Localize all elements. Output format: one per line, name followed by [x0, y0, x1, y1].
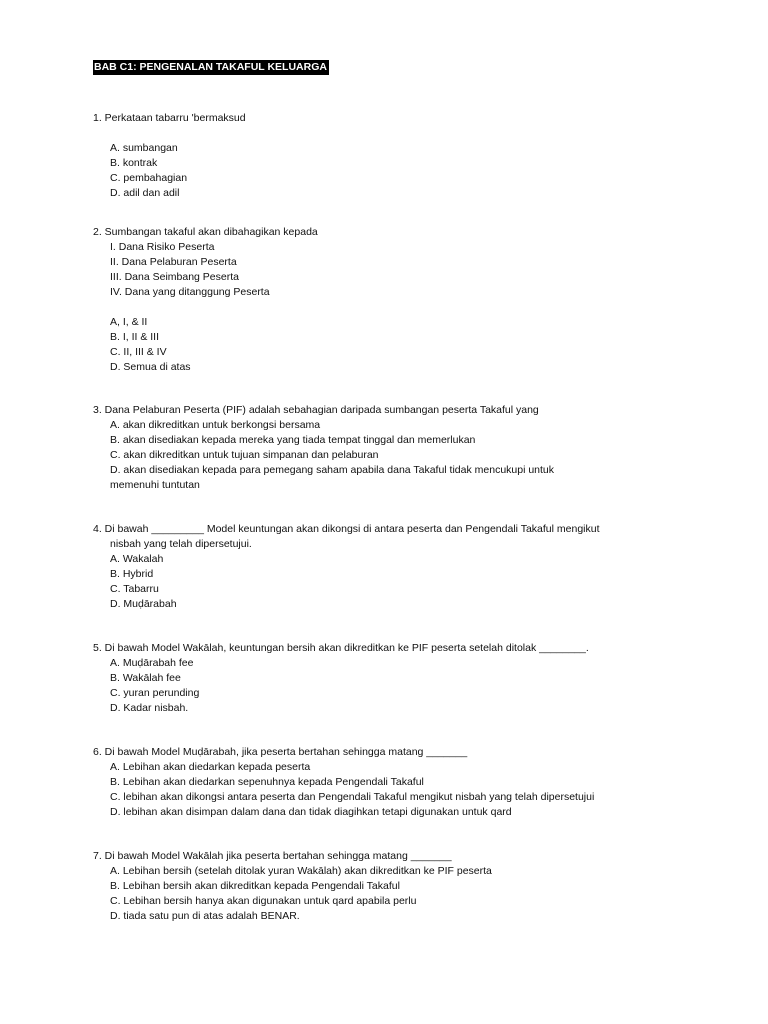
question-5-option-d: D. Kadar nisbah.	[110, 702, 189, 714]
question-5	[93, 641, 673, 716]
question-5-text: 5. Di bawah Model Wakālah, keuntungan bersih akan dikreditkan ke PIF peserta setelah ditolak ________.	[93, 642, 589, 654]
question-7-option-d: D. tiada satu pun di atas adalah BENAR.	[110, 910, 300, 922]
question-3	[93, 403, 673, 493]
question-2-item-iii: III. Dana Seimbang Peserta	[110, 271, 239, 283]
question-2-item-i: I. Dana Risiko Peserta	[110, 241, 215, 253]
question-3-option-b: B. akan disediakan kepada mereka yang tiada tempat tinggal dan memerlukan	[110, 434, 476, 446]
question-2-item-iv: IV. Dana yang ditanggung Peserta	[110, 286, 270, 298]
question-2-item-ii: II. Dana Pelaburan Peserta	[110, 256, 237, 268]
question-6-option-c: C. lebihan akan dikongsi antara peserta dan Pengendali Takaful mengikut nisbah yang telah dipersetujui	[110, 791, 595, 803]
question-2-option-c: C. II, III & IV	[110, 346, 167, 358]
question-1-option-c: C. pembahagian	[110, 172, 188, 184]
question-3-option-c: C. akan dikreditkan untuk tujuan simpanan dan pelaburan	[110, 449, 379, 461]
question-2-text: 2. Sumbangan takaful akan dibahagikan kepada	[93, 226, 318, 238]
question-2-option-a: A, I, & II	[110, 316, 148, 328]
question-7-text: 7. Di bawah Model Wakālah jika peserta bertahan sehingga matang _______	[93, 850, 452, 862]
chapter-title: BAB C1: PENGENALAN TAKAFUL KELUARGA	[94, 61, 327, 73]
question-3-option-d-continued: memenuhi tuntutan	[110, 479, 200, 491]
question-3-option-a: A. akan dikreditkan untuk berkongsi bersama	[110, 419, 321, 431]
question-3-option-d: D. akan disediakan kepada para pemegang saham apabila dana Takaful tidak mencukupi untuk	[110, 464, 555, 476]
question-2	[93, 225, 673, 375]
question-5-option-a: A. Muḍārabah fee	[110, 657, 194, 669]
question-6	[93, 745, 673, 820]
question-1-option-d: D. adil dan adil	[110, 187, 180, 199]
question-6-option-d: D. lebihan akan disimpan dalam dana dan tidak diagihkan tetapi digunakan untuk qard	[110, 806, 512, 818]
question-4-option-c: C. Tabarru	[110, 583, 159, 595]
question-3-text: 3. Dana Pelaburan Peserta (PIF) adalah sebahagian daripada sumbangan peserta Takaful yang	[93, 404, 539, 416]
question-1-text: 1. Perkataan tabarru 'bermaksud	[93, 112, 246, 124]
question-4-option-b: B. Hybrid	[110, 568, 154, 580]
question-4	[93, 522, 673, 612]
question-4-text-continued: nisbah yang telah dipersetujui.	[110, 538, 252, 550]
question-6-option-a: A. Lebihan akan diedarkan kepada peserta	[110, 761, 311, 773]
question-7	[93, 849, 673, 924]
question-7-option-c: C. Lebihan bersih hanya akan digunakan untuk qard apabila perlu	[110, 895, 417, 907]
question-7-option-b: B. Lebihan bersih akan dikreditkan kepada Pengendali Takaful	[110, 880, 400, 892]
question-1-option-b: B. kontrak	[110, 157, 158, 169]
question-2-option-d: D. Semua di atas	[110, 361, 191, 373]
question-1-option-a: A. sumbangan	[110, 142, 178, 154]
question-5-option-c: C. yuran perunding	[110, 687, 200, 699]
question-4-option-a: A. Wakalah	[110, 553, 164, 565]
question-6-text: 6. Di bawah Model Muḍārabah, jika peserta bertahan sehingga matang _______	[93, 746, 468, 758]
question-2-option-b: B. I, II & III	[110, 331, 160, 343]
question-7-option-a: A. Lebihan bersih (setelah ditolak yuran Wakālah) akan dikreditkan ke PIF peserta	[110, 865, 492, 877]
question-5-option-b: B. Wakālah fee	[110, 672, 181, 684]
question-4-option-d: D. Muḍārabah	[110, 598, 177, 610]
question-4-text: 4. Di bawah _________ Model keuntungan akan dikongsi di antara peserta dan Pengendali Takaful mengikut	[93, 523, 600, 535]
question-6-option-b: B. Lebihan akan diedarkan sepenuhnya kepada Pengendali Takaful	[110, 776, 424, 788]
question-1	[93, 111, 673, 201]
